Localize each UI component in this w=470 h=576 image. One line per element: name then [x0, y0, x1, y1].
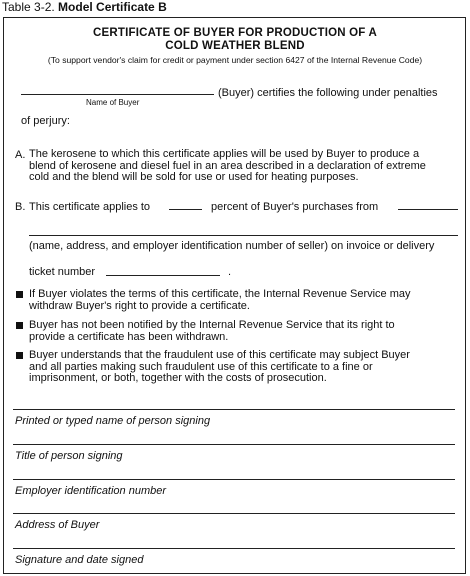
section-a-marker: A. — [15, 149, 26, 161]
signature-line[interactable] — [13, 548, 455, 549]
title-label: Title of person signing — [15, 450, 123, 462]
bullet-icon — [16, 352, 23, 359]
signature-label: Signature and date signed — [15, 554, 144, 566]
bullet-icon — [16, 322, 23, 329]
certificate-title-line1: CERTIFICATE OF BUYER FOR PRODUCTION OF A — [93, 27, 377, 39]
perjury-text: of perjury: — [21, 115, 70, 127]
ein-line[interactable] — [13, 479, 455, 480]
percent-blank[interactable] — [169, 209, 202, 210]
section-a-line2: blend of kerosene and diesel fuel in an area described in a declaration of extreme — [29, 159, 426, 172]
ticket-period: . — [228, 266, 232, 278]
caption-title: Model Certificate B — [58, 0, 167, 14]
address-label: Address of Buyer — [15, 519, 100, 531]
buyer-name-line[interactable] — [21, 94, 214, 95]
bullet-text-2 — [29, 320, 452, 343]
table-caption — [2, 0, 167, 14]
seller-info-text: (name, address, and employer identification number of seller) on invoice or delivery — [29, 240, 435, 252]
title-line[interactable] — [13, 444, 455, 445]
address-line[interactable] — [13, 513, 455, 514]
bullet-1-line1: If Buyer violates the terms of this certificate, the Internal Revenue Service may — [29, 288, 411, 300]
bullet-3-line3: imprisonment, or both, together with the costs of prosecution. — [29, 372, 327, 384]
buyer-certifies-text: (Buyer) certifies the following under penalties — [218, 87, 438, 99]
seller-blank-long[interactable] — [29, 235, 458, 236]
buyer-name-label: Name of Buyer — [86, 98, 140, 107]
caption-prefix: Table 3-2. — [2, 0, 55, 14]
section-a-text — [29, 149, 453, 184]
bullet-1-line2: withdraw Buyer's right to provide a certificate. — [29, 299, 250, 312]
section-a-line1: The kerosene to which this certificate applies will be used by Buyer to produce a — [29, 148, 420, 160]
certificate-support-note: (To support vendor's claim for credit or payment under section 6427 of the Internal Revenue Code) — [47, 55, 423, 65]
applies-to-text: This certificate applies to — [29, 201, 151, 213]
ticket-number-text: ticket number — [29, 266, 96, 278]
percent-from-text: percent of Buyer's purchases from — [211, 201, 379, 213]
ticket-number-blank[interactable] — [106, 275, 220, 276]
bullet-3-line1: Buyer understands that the fraudulent use of this certificate may subject Buyer — [29, 349, 410, 361]
bullet-2-line2: provide a certificate has been withdrawn. — [29, 330, 229, 343]
certificate-title-line2: COLD WEATHER BLEND — [165, 40, 305, 52]
bullet-3-line2: and all parties making such fraudulent use of this certificate to a fine or — [29, 360, 373, 373]
bullet-icon — [16, 291, 23, 298]
ein-label: Employer identification number — [15, 485, 167, 497]
bullet-text-3 — [29, 350, 452, 385]
section-a-line3: cold and the blend will be sold for use or used for heating purposes. — [29, 171, 359, 183]
printed-name-line[interactable] — [13, 409, 455, 410]
bullet-text-1 — [29, 289, 452, 312]
section-b-marker: B. — [15, 201, 26, 213]
seller-blank-short[interactable] — [398, 209, 458, 210]
bullet-2-line1: Buyer has not been notified by the Internal Revenue Service that its right to — [29, 319, 395, 331]
printed-name-label: Printed or typed name of person signing — [15, 415, 211, 427]
